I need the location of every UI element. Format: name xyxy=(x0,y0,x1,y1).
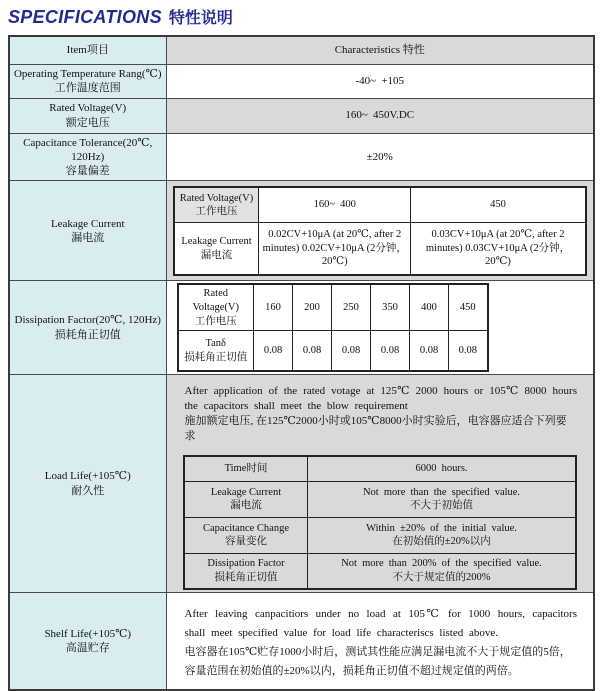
shelf-life-label-en: Shelf Life(+105℃) xyxy=(44,628,132,641)
shelf-life-label-zh: 高温贮存 xyxy=(65,642,110,655)
leakage-subtable-value-row xyxy=(174,223,586,275)
row-rated-voltage xyxy=(9,98,594,133)
dissipation-voltage-label-zh: 工作电压 xyxy=(194,315,237,327)
leakage-current-subtable xyxy=(173,186,587,276)
load-life-label-zh: 耐久性 xyxy=(71,484,105,497)
shelf-life-description-en: After leaving canpacitiors under no load at 105℃ for 1000 hours, capacitors shall meet specified value for load life characteriscs listed above. xyxy=(184,608,577,640)
dissipation-subtable-header-row xyxy=(178,284,488,330)
leakage-subtable-header-row xyxy=(174,187,586,223)
shelf-life-value-cell xyxy=(166,593,594,690)
load-life-dissipation-value-en: Not more than 200% of the specified value. xyxy=(341,558,542,570)
load-life-capacitance-label-en: Capacitance Change xyxy=(203,522,289,534)
header-item-cell: Item项目 xyxy=(9,36,166,64)
leakage-voltage-label-zh: 工作电压 xyxy=(195,206,238,218)
dissipation-tan-1: 0.08 xyxy=(293,331,332,371)
capacitance-tolerance-label-zh: 容量偏差 xyxy=(65,165,110,178)
load-life-dissipation-label-zh: 损耗角正切值 xyxy=(214,572,278,584)
rated-voltage-label xyxy=(9,98,166,133)
operating-temperature-label-en: Operating Temperature Rang(℃) xyxy=(13,67,162,80)
row-capacitance-tolerance xyxy=(9,133,594,181)
load-life-capacitance-row xyxy=(184,517,576,553)
load-life-capacitance-value-zh: 在初始值的±20%以内 xyxy=(392,536,491,548)
load-life-dissipation-value xyxy=(308,553,576,589)
leakage-range-low: 160~ 400 xyxy=(259,187,411,223)
shelf-life-description-zh: 电容器在105℃贮存1000小时后，测试其性能应满足漏电流不大于规定值的5倍，容量范围在初始值的±20%以内，损耗角正切值不超过规定值的两倍。 xyxy=(184,645,571,677)
dissipation-tan-2: 0.08 xyxy=(332,331,371,371)
load-life-capacitance-label-zh: 容量变化 xyxy=(225,536,267,548)
leakage-voltage-label-en: Rated Voltage(V) xyxy=(179,192,254,204)
page-title-zh: 特性说明 xyxy=(168,10,233,27)
load-life-label xyxy=(9,374,166,593)
rated-voltage-label-zh: 额定电压 xyxy=(65,116,110,129)
dissipation-voltage-3: 350 xyxy=(371,284,410,330)
load-life-subtable xyxy=(183,455,577,590)
operating-temperature-label xyxy=(9,64,166,98)
leakage-value-low: 0.02CV+10μA (at 20℃, after 2 minutes) 0.02CV+10μA (2分钟，20℃) xyxy=(259,223,411,275)
dissipation-tan-5: 0.08 xyxy=(449,331,488,371)
load-life-leakage-label-en: Leakage Current xyxy=(210,486,282,498)
load-life-description xyxy=(169,377,592,450)
dissipation-voltage-5: 450 xyxy=(449,284,488,330)
dissipation-voltage-label-en: Rated Voltage(V) xyxy=(192,288,239,314)
load-life-capacitance-value xyxy=(308,517,576,553)
row-leakage-current xyxy=(9,181,594,281)
leakage-subtable-row-label xyxy=(174,223,259,275)
leakage-row-label-en: Leakage Current xyxy=(181,236,252,247)
table-header-row xyxy=(9,36,594,64)
rated-voltage-label-en: Rated Voltage(V) xyxy=(49,102,127,115)
dissipation-factor-label xyxy=(9,281,166,374)
load-life-description-en: After application of the rated votage at 125℃ 2000 hours or 105℃ 8000 hours the capacitors shall meet the blow requirement xyxy=(184,384,577,412)
dissipation-factor-subtable xyxy=(177,283,489,371)
load-life-value-cell xyxy=(166,374,594,593)
leakage-current-label-en: Leakage Current xyxy=(50,217,125,230)
page-title-en: SPECIFICATIONS xyxy=(8,7,162,27)
shelf-life-label xyxy=(9,593,166,690)
leakage-value-high: 0.03CV+10μA (at 20℃, after 2 minutes) 0.03CV+10μA (2分钟，20℃) xyxy=(411,223,586,275)
dissipation-tan-label xyxy=(178,331,254,371)
load-life-leakage-value-en: Not more than the specified value. xyxy=(362,486,521,498)
load-life-leakage-row xyxy=(184,481,576,517)
dissipation-tan-label-en: Tanδ xyxy=(205,337,227,349)
capacitance-tolerance-value: ±20% xyxy=(166,133,594,181)
leakage-current-label-zh: 漏电流 xyxy=(71,231,105,244)
dissipation-voltage-4: 400 xyxy=(410,284,449,330)
leakage-subtable-voltage-label xyxy=(174,187,259,223)
load-life-description-zh: 施加额定电压, 在125℃2000小时或105℃8000小时实验后，电容器应适合下列要求 xyxy=(184,414,567,443)
capacitance-tolerance-label-en: Capacitance Tolerance(20℃, 120Hz) xyxy=(23,136,153,163)
load-life-leakage-value xyxy=(308,481,576,517)
page-title xyxy=(0,0,600,28)
load-life-capacitance-label xyxy=(184,517,308,553)
load-life-time-label: Time时间 xyxy=(184,456,308,481)
load-life-leakage-value-zh: 不大于初始值 xyxy=(410,500,473,512)
operating-temperature-label-zh: 工作温度范围 xyxy=(54,82,121,94)
rated-voltage-value: 160~ 450V.DC xyxy=(166,98,594,133)
specifications-table xyxy=(8,35,595,691)
row-shelf-life xyxy=(9,593,594,690)
shelf-life-description xyxy=(169,595,592,687)
leakage-current-value-cell xyxy=(166,181,594,281)
capacitance-tolerance-label xyxy=(9,133,166,181)
row-dissipation-factor xyxy=(9,281,594,374)
load-life-leakage-label xyxy=(184,481,308,517)
load-life-capacitance-value-en: Within ±20% of the initial value. xyxy=(366,522,517,534)
dissipation-subtable-tan-row xyxy=(178,331,488,371)
leakage-range-high: 450 xyxy=(411,187,586,223)
dissipation-factor-label-en: Dissipation Factor(20℃, 120Hz) xyxy=(14,314,161,327)
dissipation-factor-label-zh: 损耗角正切值 xyxy=(54,328,121,341)
dissipation-tan-0: 0.08 xyxy=(254,331,293,371)
dissipation-tan-label-zh: 损耗角正切值 xyxy=(184,351,248,363)
load-life-time-value: 6000 hours. xyxy=(308,456,576,481)
dissipation-tan-3: 0.08 xyxy=(371,331,410,371)
operating-temperature-value: -40~ +105 xyxy=(166,64,594,98)
load-life-time-row xyxy=(184,456,576,481)
dissipation-voltage-1: 200 xyxy=(293,284,332,330)
dissipation-factor-value-cell xyxy=(166,281,594,374)
leakage-row-label-zh: 漏电流 xyxy=(200,249,233,261)
dissipation-voltage-2: 250 xyxy=(332,284,371,330)
load-life-dissipation-value-zh: 不大于规定值的200% xyxy=(392,572,491,584)
dissipation-tan-4: 0.08 xyxy=(410,331,449,371)
load-life-label-en: Load Life(+105℃) xyxy=(44,470,131,483)
row-load-life xyxy=(9,374,594,593)
leakage-current-label xyxy=(9,181,166,281)
header-characteristics-cell: Characteristics 特性 xyxy=(166,36,594,64)
row-operating-temperature xyxy=(9,64,594,98)
load-life-leakage-label-zh: 漏电流 xyxy=(230,500,262,512)
dissipation-voltage-0: 160 xyxy=(254,284,293,330)
load-life-dissipation-label-en: Dissipation Factor xyxy=(207,558,285,570)
dissipation-voltage-label xyxy=(178,284,254,330)
load-life-dissipation-row xyxy=(184,553,576,589)
load-life-dissipation-label xyxy=(184,553,308,589)
